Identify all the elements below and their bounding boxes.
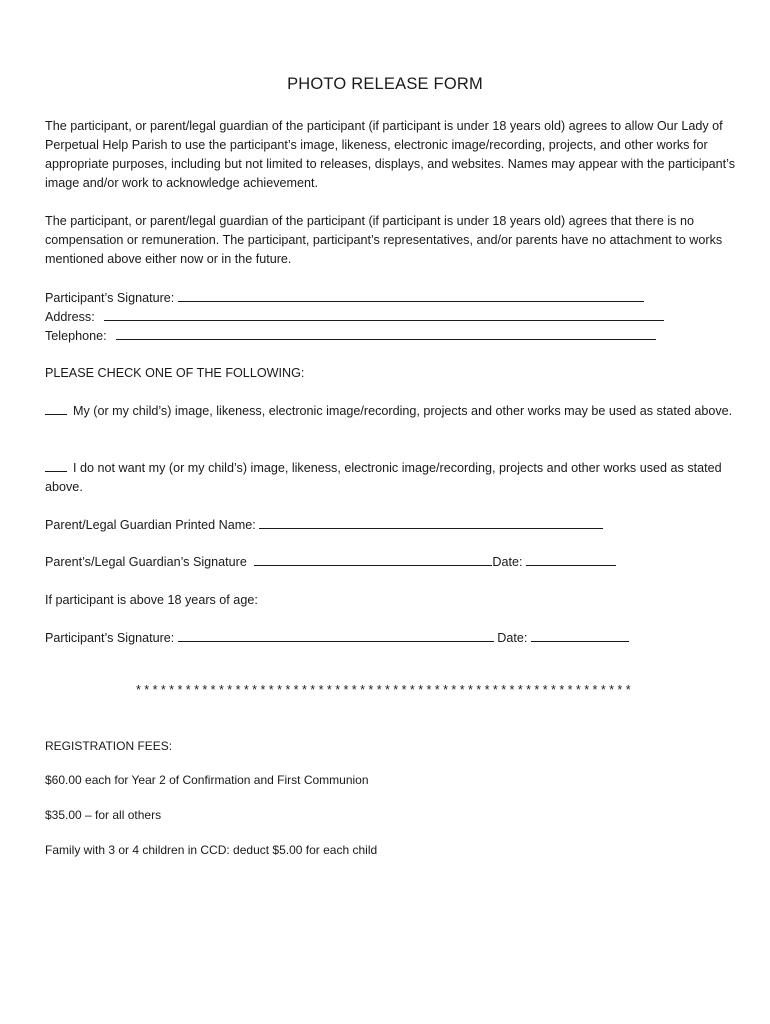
guardian-date-field[interactable] [526,552,616,566]
option-no-text: I do not want my (or my child’s) image, likeness, electronic image/recording, projects and other works used as stated above. [45,461,722,494]
adult-signature-row [45,628,629,648]
fee-item: Family with 3 or 4 children in CCD: deduct $5.00 for each child [45,843,378,857]
check-heading: PLEASE CHECK ONE OF THE FOLLOWING: [45,366,305,380]
guardian-signature-row [45,552,616,572]
participant-signature-field[interactable] [178,288,644,302]
compensation-paragraph: The participant, or parent/legal guardian of the participant (if participant is under 18 years old) agrees that there is no compensation or remuneration. The participant, participant’s representatives, and/or parents have no attachment to works mentioned above either now or in the future. [45,214,723,266]
option-yes-text: My (or my child’s) image, likeness, electronic image/recording, projects and other works may be used as stated above. [73,404,733,418]
adult-heading: If participant is above 18 years of age: [45,593,258,607]
address-field[interactable] [104,307,664,321]
telephone-row [45,326,656,346]
participant-signature-row [45,288,644,308]
fees-heading: REGISTRATION FEES: [45,739,173,753]
guardian-signature-field[interactable] [254,552,492,566]
adult-date-field[interactable] [531,628,629,642]
address-label: Address: [45,310,95,324]
option-no-row [45,458,735,497]
guardian-date-label: Date: [492,555,523,569]
guardian-printed-name-label: Parent/Legal Guardian Printed Name: [45,518,256,532]
option-yes-checkbox[interactable] [45,401,67,415]
separator-line: ************************************************************ [135,683,635,697]
guardian-printed-name-row [45,515,603,535]
consent-paragraph: The participant, or parent/legal guardian of the participant (if participant is under 18 years old) agrees to allow Our Lady of Perpetual Help Parish to use the participant’s image, likeness, electronic image/recording, projects, and other works for appropriate purposes, including but not limited to releases, displays, and websites. Names may appear with the participant’s image and/or work to acknowledge achievement. [45,119,735,190]
adult-date-label: Date: [497,631,528,645]
fee-item: $60.00 each for Year 2 of Confirmation and First Communion [45,773,369,787]
telephone-field[interactable] [116,326,656,340]
adult-signature-label: Participant’s Signature: [45,631,175,645]
telephone-label: Telephone: [45,329,107,343]
option-no-checkbox[interactable] [45,458,67,472]
guardian-signature-label: Parent’s/Legal Guardian’s Signature [45,555,247,569]
page-title: PHOTO RELEASE FORM [287,75,483,93]
participant-signature-label: Participant’s Signature: [45,291,175,305]
adult-signature-field[interactable] [178,628,494,642]
address-row [45,307,664,327]
guardian-printed-name-field[interactable] [259,515,603,529]
fee-item: $35.00 – for all others [45,808,162,822]
option-yes-row [45,401,735,421]
